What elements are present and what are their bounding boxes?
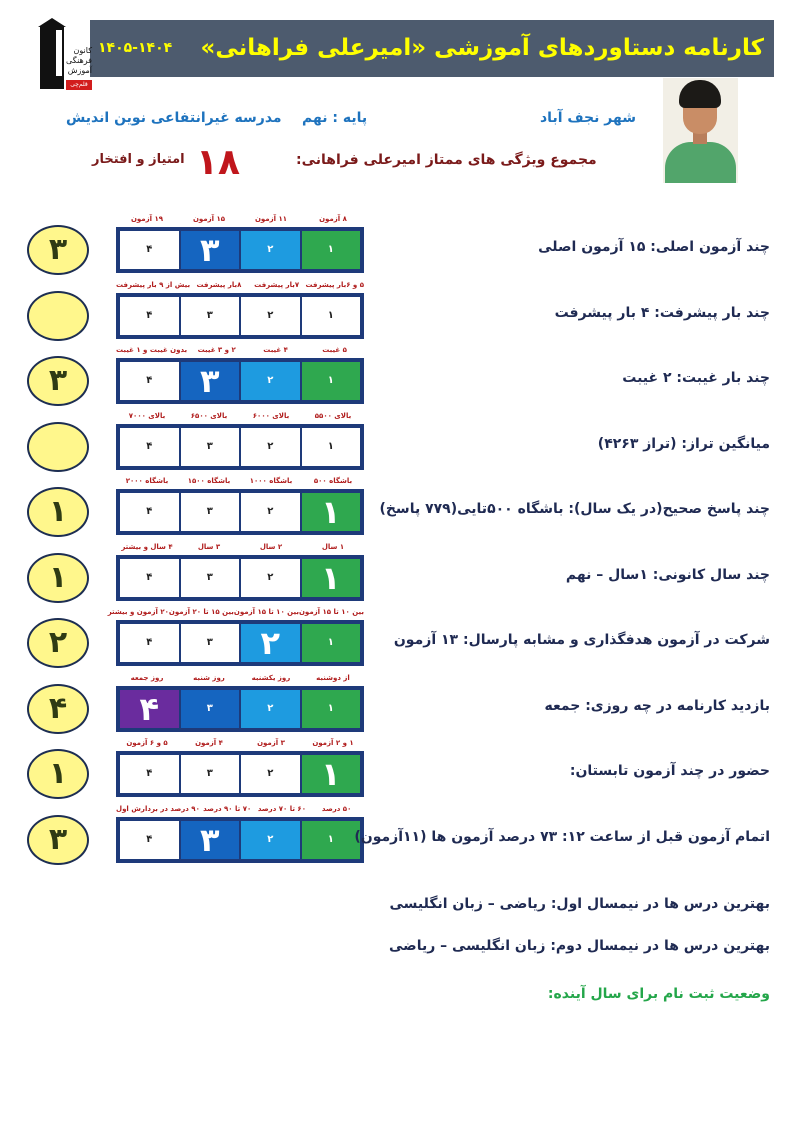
best-subjects-second-term: بهترین درس ها در نیمسال دوم: زبان انگلیسی – ریاضی: [389, 938, 770, 954]
row-4-score-circle: [27, 422, 89, 472]
level-cell: ۴: [120, 428, 179, 466]
row-6-level-grid: [116, 555, 364, 601]
row-6-labels: [116, 541, 364, 553]
logo-badge: قلم‌چی: [66, 80, 92, 90]
level-label: بین ۱۰ تا ۱۵ آزمون: [233, 608, 299, 616]
level-label: ۲۰ آزمون و بیشتر: [107, 608, 169, 616]
level-cell: ۴: [120, 690, 179, 728]
level-label: ۲ و ۳ غیبت: [197, 346, 236, 354]
level-cell: ۴: [120, 297, 179, 335]
level-label: ۴ غیبت: [263, 346, 288, 354]
level-label: باشگاه ۱۰۰۰: [249, 477, 293, 485]
row-8-labels: [116, 672, 364, 684]
level-label: بیش از ۹ بار پیشرفت: [115, 281, 191, 289]
level-cell: ۳: [181, 493, 240, 531]
level-cell: ۳: [181, 428, 240, 466]
level-label: ۸بار پیشرفت: [196, 281, 242, 289]
row-3-question: چند بار غیبت: ۲ غیبت: [622, 370, 770, 386]
row-7-labels: [107, 606, 364, 618]
row-7-score-circle: ۲: [27, 618, 89, 668]
level-cell: ۱: [302, 624, 361, 662]
level-cell: ۲: [241, 493, 300, 531]
level-cell: ۴: [120, 362, 179, 400]
level-label: بالای ۶۰۰۰: [252, 412, 290, 420]
kanoon-logo: [20, 18, 90, 93]
level-cell: ۲: [241, 821, 300, 859]
level-cell: ۲: [241, 362, 300, 400]
level-label: باشگاه ۱۵۰۰: [187, 477, 231, 485]
row-3-level-grid: [116, 358, 364, 404]
level-cell: ۱: [302, 690, 361, 728]
best-subjects-first-term: بهترین درس ها در نیمسال اول: ریاضی – زبان انگلیسی: [389, 896, 770, 912]
level-label: ۷۰ تا ۹۰ درصد: [203, 805, 252, 813]
level-cell: ۱: [302, 821, 361, 859]
level-label: ۸ آزمون: [319, 215, 347, 223]
level-cell: ۱: [302, 428, 361, 466]
row-2-score-circle: [27, 291, 89, 341]
row-3-labels: [116, 344, 364, 356]
row-6-score-circle: ۱: [27, 553, 89, 603]
level-cell: ۱: [302, 297, 361, 335]
level-cell: ۲: [241, 559, 300, 597]
level-cell: ۲: [241, 624, 300, 662]
row-3-score-circle: ۳: [27, 356, 89, 406]
level-label: روز شنبه: [193, 674, 225, 682]
level-cell: ۲: [241, 690, 300, 728]
row-9-score-circle: ۱: [27, 749, 89, 799]
logo-line-2: فرهنگی: [66, 56, 92, 65]
level-label: باشگاه ۲۰۰۰: [125, 477, 169, 485]
school-label: مدرسه غیرانتفاعی نوین اندیش: [66, 110, 282, 126]
level-label: بین ۱۰ تا ۱۵ آزمون: [298, 608, 364, 616]
row-4-labels: [116, 410, 364, 422]
row-4-question: میانگین تراز: (تراز ۴۲۶۳): [597, 436, 770, 452]
level-label: بالای ۵۵۰۰: [314, 412, 352, 420]
level-cell: ۱: [302, 231, 361, 269]
level-cell: ۳: [181, 362, 240, 400]
row-8-level-grid: [116, 686, 364, 732]
level-cell: ۴: [120, 493, 179, 531]
level-label: ۶۰ تا ۷۰ درصد: [257, 805, 306, 813]
level-label: ۵۰ درصد: [321, 805, 352, 813]
level-label: ۱۹ آزمون: [130, 215, 164, 223]
level-label: ۱ و ۲ آزمون: [312, 739, 354, 747]
row-5-level-grid: [116, 489, 364, 535]
row-2-question: چند بار پیشرفت: ۴ بار پیشرفت: [554, 305, 770, 321]
level-cell: ۳: [181, 690, 240, 728]
level-cell: ۲: [241, 297, 300, 335]
row-4-level-grid: [116, 424, 364, 470]
row-10-level-grid: [116, 817, 364, 863]
level-label: ۷بار پیشرفت: [254, 281, 300, 289]
level-label: ۱ سال: [321, 543, 345, 551]
level-label: روز یکشنبه: [251, 674, 291, 682]
level-label: ۳ سال: [197, 543, 221, 551]
row-1-question: چند آزمون اصلی: ۱۵ آزمون اصلی: [538, 239, 770, 255]
row-10-score-circle: ۳: [27, 815, 89, 865]
row-1-labels: [116, 213, 364, 225]
level-cell: ۱: [302, 755, 361, 793]
level-cell: ۲: [241, 755, 300, 793]
row-7-question: شرکت در آزمون هدفگذاری و مشابه پارسال: ۱۳ آزمون: [393, 632, 770, 648]
level-cell: ۳: [181, 297, 240, 335]
row-8-question: بازدید کارنامه در چه روزی: جمعه: [544, 698, 770, 714]
row-1-level-grid: [116, 227, 364, 273]
level-label: ۵ و ۶بار پیشرفت: [305, 281, 364, 289]
row-2-labels: [116, 279, 364, 291]
row-10-labels: [116, 803, 364, 815]
level-label: بدون غیبت و ۱ غیبت: [115, 346, 188, 354]
level-label: ۱۱ آزمون: [254, 215, 288, 223]
level-label: ۲ سال: [259, 543, 283, 551]
row-5-score-circle: ۱: [27, 487, 89, 537]
row-1-score-circle: ۳: [27, 225, 89, 275]
level-cell: ۳: [181, 559, 240, 597]
score-label: امتیاز و افتخار: [92, 152, 185, 167]
level-cell: ۴: [120, 559, 179, 597]
enrollment-status: وضعیت ثبت نام برای سال آینده:: [547, 986, 770, 1002]
row-9-question: حضور در چند آزمون تابستان:: [569, 763, 770, 779]
features-label: مجموع ویژگی های ممتاز امیرعلی فراهانی:: [296, 152, 597, 168]
total-score: ۱۸: [196, 142, 240, 183]
level-cell: ۱: [302, 362, 361, 400]
row-2-level-grid: [116, 293, 364, 339]
row-9-level-grid: [116, 751, 364, 797]
level-cell: ۳: [181, 755, 240, 793]
row-8-score-circle: ۴: [27, 684, 89, 734]
city-label: شهر نجف آباد: [540, 110, 636, 126]
level-cell: ۳: [181, 231, 240, 269]
level-label: بالای ۷۰۰۰: [128, 412, 166, 420]
row-7-level-grid: [116, 620, 364, 666]
level-cell: ۴: [120, 624, 179, 662]
student-photo: [663, 78, 738, 183]
logo-line-3: آموزش: [67, 66, 92, 75]
level-cell: ۳: [181, 624, 240, 662]
row-10-question: اتمام آزمون قبل از ساعت ۱۲: ۷۳ درصد آزمون ها (۱۱آزمون): [354, 829, 770, 845]
level-label: باشگاه ۵۰۰: [313, 477, 353, 485]
level-cell: ۳: [181, 821, 240, 859]
row-9-labels: [116, 737, 364, 749]
grade-label: پایه : نهم: [302, 110, 368, 126]
row-5-labels: [116, 475, 364, 487]
level-cell: ۴: [120, 231, 179, 269]
level-label: ۴ سال و بیشتر: [121, 543, 173, 551]
level-label: روز جمعه: [130, 674, 164, 682]
level-cell: ۴: [120, 755, 179, 793]
level-label: ۱۵ آزمون: [192, 215, 226, 223]
level-cell: ۱: [302, 493, 361, 531]
level-label: ۵ غیبت: [322, 346, 347, 354]
level-label: ۵ و ۶ آزمون: [126, 739, 168, 747]
level-label: ۴ آزمون: [195, 739, 223, 747]
level-label: از دوشنبه: [316, 674, 350, 682]
page-title: کارنامه دستاوردهای آموزشی «امیرعلی فراهانی»: [200, 35, 764, 61]
level-cell: ۲: [241, 428, 300, 466]
row-5-question: چند پاسخ صحیح(در یک سال): باشگاه ۵۰۰تایی(۷۷۹ پاسخ): [379, 501, 770, 517]
logo-line-1: کانون: [73, 46, 92, 55]
level-cell: ۱: [302, 559, 361, 597]
level-label: ۹۰ درصد در بردارش اول: [116, 805, 200, 813]
row-6-question: چند سال کانونی: ۱سال – نهم: [565, 567, 770, 583]
level-label: ۳ آزمون: [257, 739, 285, 747]
level-cell: ۲: [241, 231, 300, 269]
academic-year: ۱۴۰۵-۱۴۰۴: [98, 40, 173, 56]
level-cell: ۴: [120, 821, 179, 859]
level-label: بالای ۶۵۰۰: [190, 412, 228, 420]
level-label: بین ۱۵ تا ۲۰ آزمون: [168, 608, 234, 616]
